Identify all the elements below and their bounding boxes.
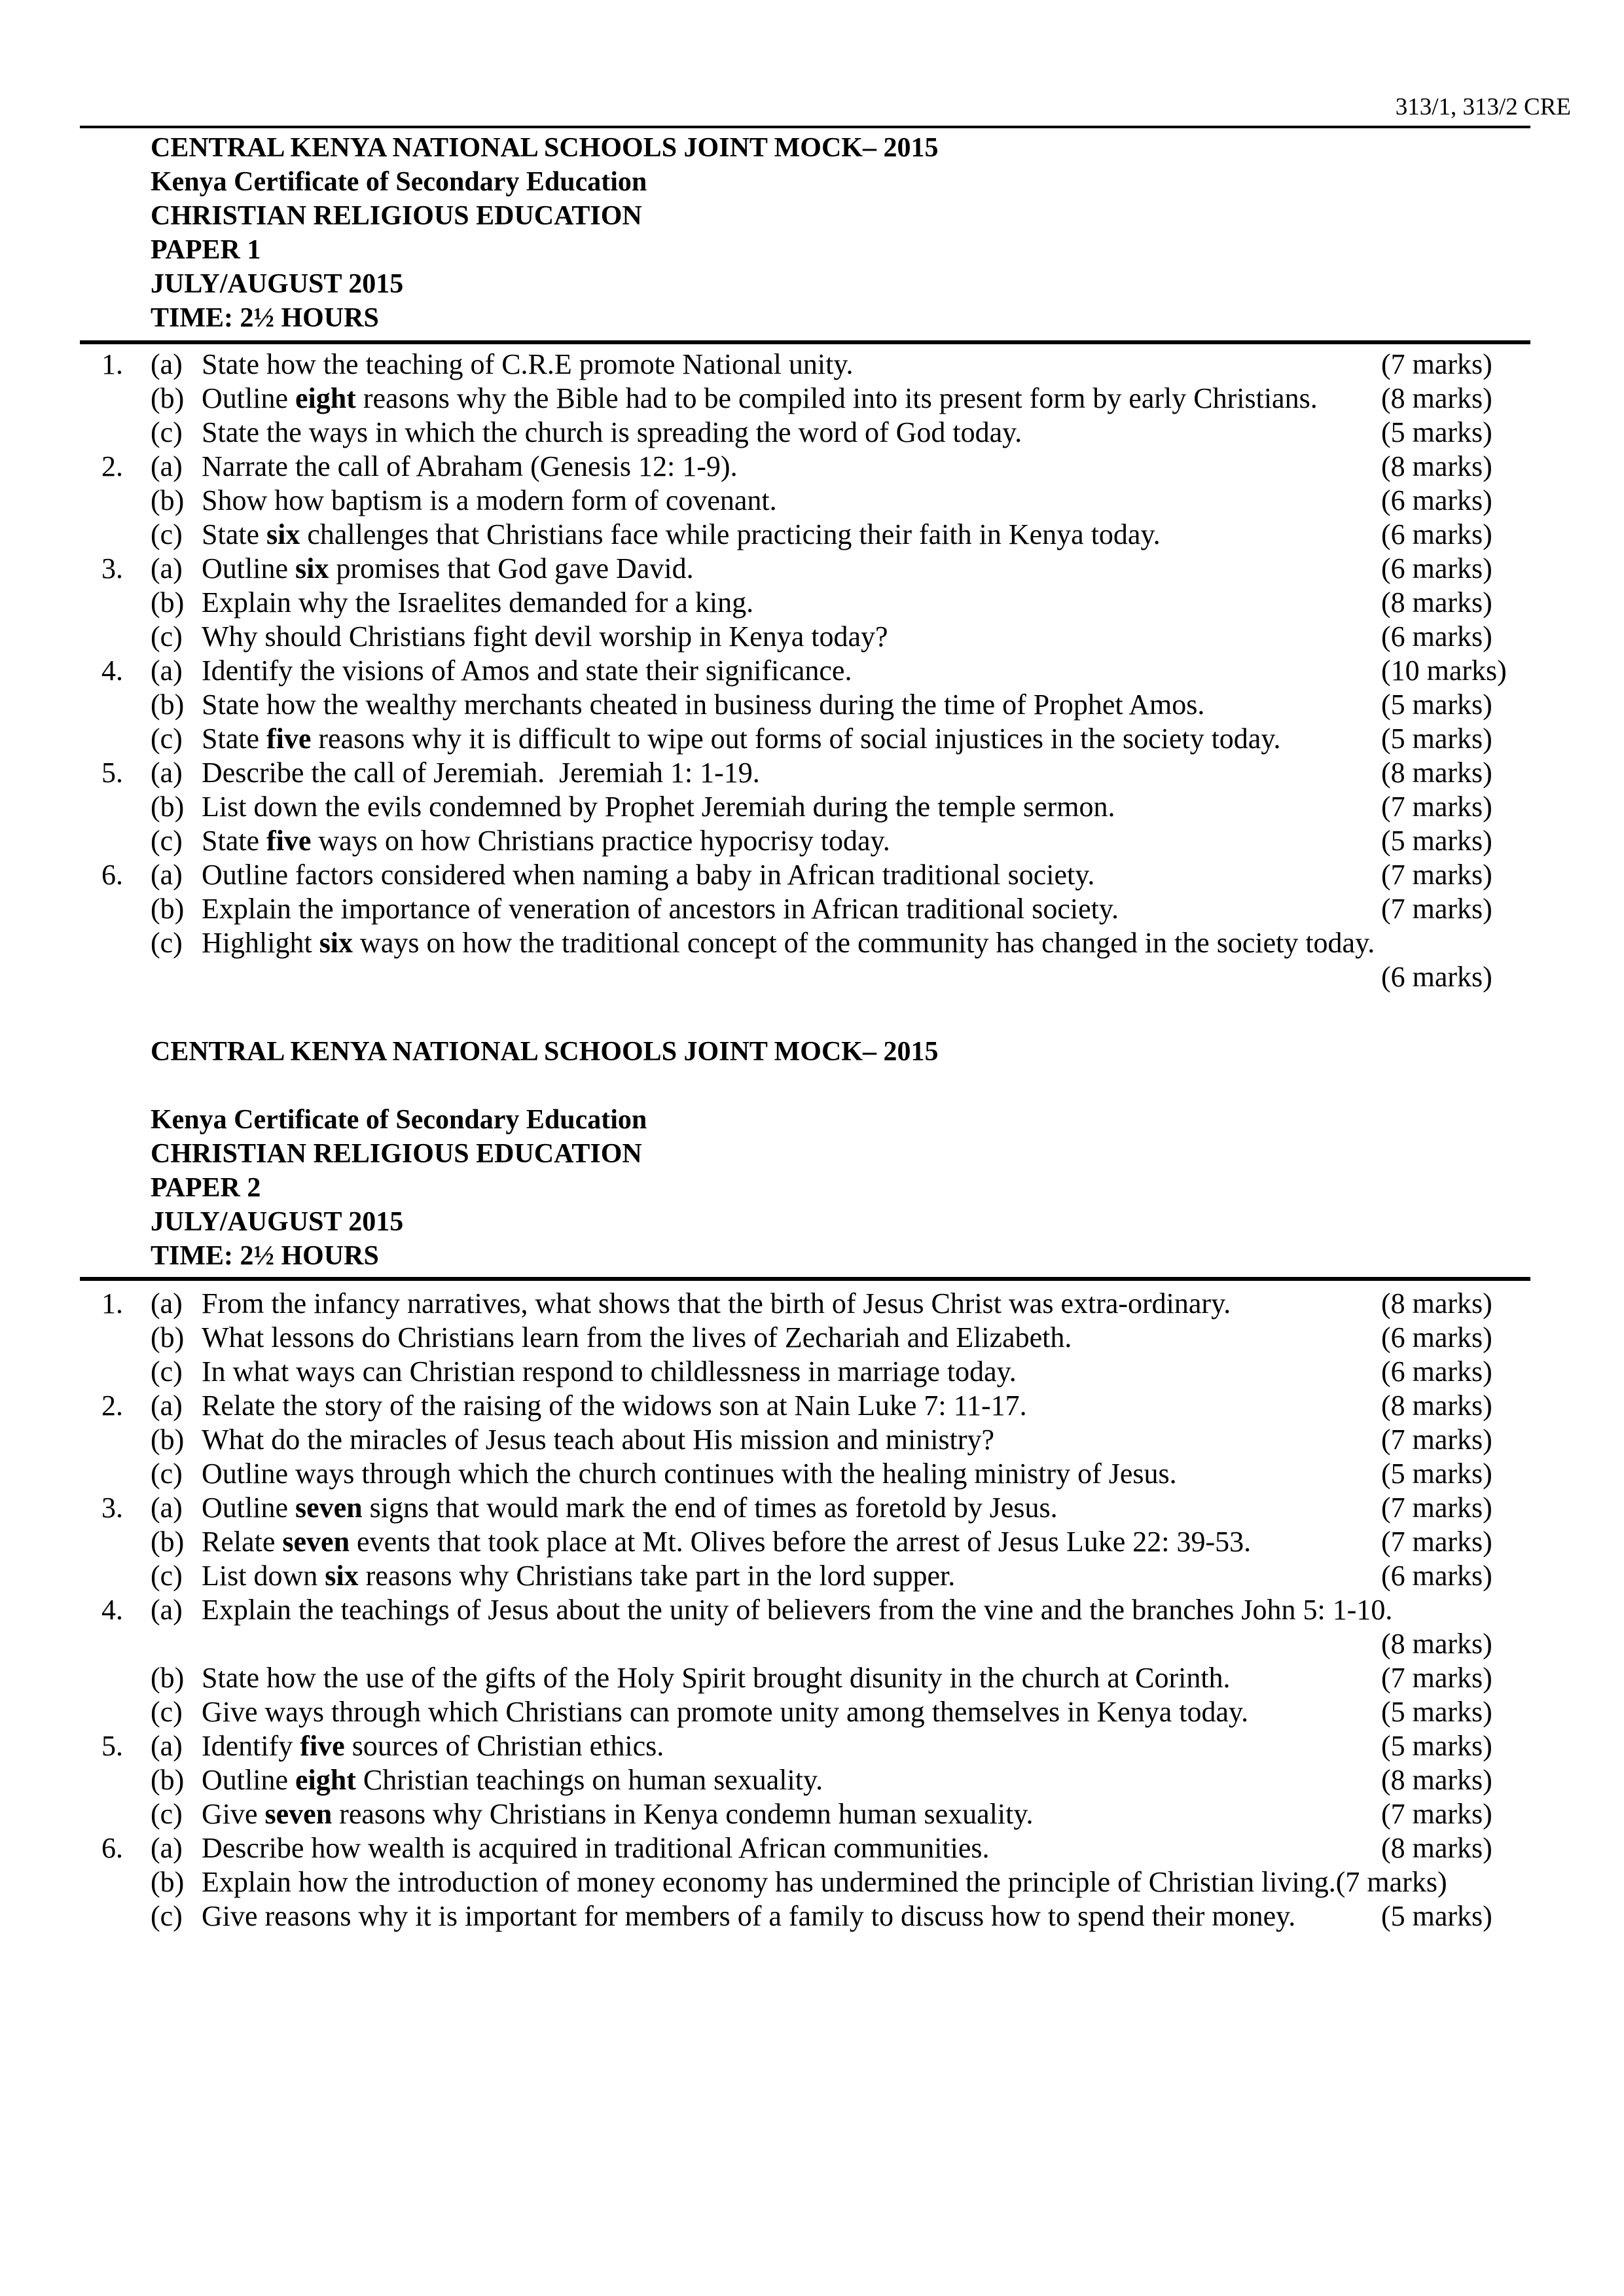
part-marks: (7 marks) bbox=[1381, 1526, 1492, 1558]
question-part-row bbox=[101, 1627, 1615, 1661]
part-letter: (a) bbox=[151, 655, 183, 687]
question-part-row bbox=[101, 892, 1615, 926]
paper1-subject-line: CHRISTIAN RELIGIOUS EDUCATION bbox=[151, 201, 642, 231]
part-text: What lessons do Christians learn from the lives of Zechariah and Elizabeth. bbox=[202, 1321, 1072, 1354]
question-part-row bbox=[101, 484, 1615, 518]
part-marks: (7 marks) bbox=[1381, 893, 1492, 925]
part-marks: (8 marks) bbox=[1381, 1764, 1492, 1796]
part-letter: (c) bbox=[151, 723, 183, 755]
question-part-row bbox=[101, 348, 1615, 382]
question-number: 2. bbox=[101, 450, 123, 482]
part-letter: (b) bbox=[151, 1526, 185, 1558]
question-part-row bbox=[101, 824, 1615, 858]
part-text: Explain why the Israelites demanded for a king. bbox=[202, 586, 754, 619]
part-text: State how the wealthy merchants cheated in business during the time of Prophet Amos. bbox=[202, 689, 1205, 721]
paper1-paper-number: PAPER 1 bbox=[151, 235, 261, 265]
part-marks: (8 marks) bbox=[1381, 450, 1492, 482]
part-text: List down six reasons why Christians take part in the lord supper. bbox=[202, 1560, 956, 1592]
part-letter: (b) bbox=[151, 689, 185, 721]
paper1-questions-divider bbox=[80, 340, 1530, 344]
part-text: Outline seven signs that would mark the end of times as foretold by Jesus. bbox=[202, 1492, 1058, 1524]
part-text: Outline eight Christian teachings on human sexuality. bbox=[202, 1764, 823, 1796]
question-number: 2. bbox=[101, 1390, 123, 1422]
paper1-time-line: TIME: 2½ HOURS bbox=[151, 303, 379, 333]
paper2-time-line: TIME: 2½ HOURS bbox=[151, 1241, 379, 1271]
part-marks: (5 marks) bbox=[1381, 825, 1492, 857]
part-letter: (c) bbox=[151, 927, 183, 959]
paper2-title-spacer bbox=[151, 1069, 938, 1103]
part-marks: (6 marks) bbox=[1381, 518, 1492, 550]
part-text: Explain the importance of veneration of ancestors in African traditional society. bbox=[202, 893, 1119, 925]
question-number: 6. bbox=[101, 859, 123, 891]
question-part-row bbox=[101, 1695, 1615, 1729]
part-letter: (a) bbox=[151, 1390, 183, 1422]
part-text: Relate seven events that took place at Mt. Olives before the arrest of Jesus Luke 22: 39-53. bbox=[202, 1526, 1252, 1558]
question-part-row bbox=[101, 1865, 1615, 1899]
part-text: State how the teaching of C.R.E promote National unity. bbox=[202, 348, 854, 380]
paper2-questions-table bbox=[101, 1287, 1615, 1933]
part-letter: (a) bbox=[151, 1287, 183, 1319]
part-marks: (7 marks) bbox=[1381, 1492, 1492, 1524]
part-marks: (5 marks) bbox=[1381, 416, 1492, 448]
question-part-row bbox=[101, 1831, 1615, 1865]
part-text: Give reasons why it is important for members of a family to discuss how to spend their money. bbox=[202, 1900, 1296, 1932]
part-letter: (a) bbox=[151, 552, 183, 584]
part-letter: (b) bbox=[151, 586, 185, 619]
paper-code: 313/1, 313/2 CRE bbox=[1395, 94, 1571, 120]
question-part-row bbox=[101, 382, 1615, 416]
part-letter: (a) bbox=[151, 1832, 183, 1864]
part-text: State how the use of the gifts of the Holy Spirit brought disunity in the church at Corinth. bbox=[202, 1662, 1231, 1694]
part-letter: (b) bbox=[151, 893, 185, 925]
part-letter: (b) bbox=[151, 382, 185, 414]
part-marks: (6 marks) bbox=[1381, 484, 1492, 516]
part-marks: (8 marks) bbox=[1381, 1628, 1492, 1660]
part-letter: (a) bbox=[151, 450, 183, 482]
question-number: 3. bbox=[101, 552, 123, 584]
paper2-date-line: JULY/AUGUST 2015 bbox=[151, 1207, 404, 1237]
question-part-row bbox=[101, 1423, 1615, 1457]
question-part-row bbox=[101, 1593, 1615, 1627]
part-marks: (5 marks) bbox=[1381, 1900, 1492, 1932]
question-number: 5. bbox=[101, 1730, 123, 1762]
part-letter: (b) bbox=[151, 1866, 185, 1898]
question-number: 1. bbox=[101, 1287, 123, 1319]
part-letter: (c) bbox=[151, 1560, 183, 1592]
part-text: In what ways can Christian respond to childlessness in marriage today. bbox=[202, 1355, 1017, 1388]
question-part-row bbox=[101, 1525, 1615, 1559]
question-part-row bbox=[101, 756, 1615, 790]
question-part-row bbox=[101, 1899, 1615, 1933]
part-letter: (c) bbox=[151, 518, 183, 550]
question-number: 1. bbox=[101, 348, 123, 380]
paper2-mock-title: CENTRAL KENYA NATIONAL SCHOOLS JOINT MOCK– 2015 bbox=[151, 1037, 939, 1067]
question-number: 4. bbox=[101, 1594, 123, 1626]
part-marks: (5 marks) bbox=[1381, 1696, 1492, 1728]
part-text: Outline eight reasons why the Bible had to be compiled into its present form by early Christians. bbox=[202, 382, 1318, 414]
part-marks: (5 marks) bbox=[1381, 1458, 1492, 1490]
part-letter: (a) bbox=[151, 757, 183, 789]
question-part-row bbox=[101, 1491, 1615, 1525]
part-text: Relate the story of the raising of the widows son at Nain Luke 7: 11-17. bbox=[202, 1390, 1027, 1422]
question-part-row bbox=[101, 654, 1615, 688]
part-letter: (c) bbox=[151, 1458, 183, 1490]
part-text: Describe the call of Jeremiah. Jeremiah 1: 1-19. bbox=[202, 757, 760, 789]
part-letter: (c) bbox=[151, 825, 183, 857]
part-text: What do the miracles of Jesus teach about His mission and ministry? bbox=[202, 1424, 994, 1456]
part-text: State the ways in which the church is spreading the word of God today. bbox=[202, 416, 1022, 448]
question-part-row bbox=[101, 960, 1615, 994]
part-text: Describe how wealth is acquired in traditional African communities. bbox=[202, 1832, 990, 1864]
part-letter: (b) bbox=[151, 484, 185, 516]
part-marks: (7 marks) bbox=[1381, 1424, 1492, 1456]
part-marks: (7 marks) bbox=[1335, 1866, 1447, 1898]
part-letter: (c) bbox=[151, 1900, 183, 1932]
part-letter: (b) bbox=[151, 1662, 185, 1694]
part-text: Show how baptism is a modern form of covenant. bbox=[202, 484, 777, 516]
paper1-mock-title: CENTRAL KENYA NATIONAL SCHOOLS JOINT MOCK– 2015 bbox=[151, 133, 939, 163]
question-part-row bbox=[101, 620, 1615, 654]
part-text: Narrate the call of Abraham (Genesis 12: 1-9). bbox=[202, 450, 738, 482]
part-text: Outline six promises that God gave David. bbox=[202, 552, 694, 584]
part-marks: (5 marks) bbox=[1381, 723, 1492, 755]
part-letter: (b) bbox=[151, 791, 185, 823]
part-letter: (a) bbox=[151, 859, 183, 891]
paper1-date-line: JULY/AUGUST 2015 bbox=[151, 269, 404, 299]
paper1-questions-table bbox=[101, 348, 1615, 994]
part-letter: (b) bbox=[151, 1764, 185, 1796]
question-part-row bbox=[101, 1389, 1615, 1423]
paper2-subject-line: CHRISTIAN RELIGIOUS EDUCATION bbox=[151, 1139, 642, 1169]
part-letter: (c) bbox=[151, 416, 183, 448]
part-text: Give ways through which Christians can promote unity among themselves in Kenya today. bbox=[202, 1696, 1249, 1728]
question-part-row bbox=[101, 1661, 1615, 1695]
part-marks: (5 marks) bbox=[1381, 689, 1492, 721]
part-letter: (a) bbox=[151, 348, 183, 380]
paper1-title-block bbox=[151, 131, 938, 335]
part-text: Identify the visions of Amos and state their significance. bbox=[202, 655, 852, 687]
question-part-row bbox=[101, 1797, 1615, 1831]
part-marks: (8 marks) bbox=[1381, 586, 1492, 619]
part-marks: (7 marks) bbox=[1381, 791, 1492, 823]
header-divider bbox=[80, 126, 1530, 128]
part-letter: (c) bbox=[151, 1355, 183, 1388]
part-marks: (6 marks) bbox=[1381, 620, 1492, 653]
question-part-row bbox=[101, 1355, 1615, 1389]
question-number: 6. bbox=[101, 1832, 123, 1864]
part-marks: (7 marks) bbox=[1381, 859, 1492, 891]
part-text: Explain how the introduction of money economy has undermined the principle of Christian living. bbox=[202, 1866, 1336, 1898]
paper2-title-block bbox=[151, 1035, 938, 1273]
part-text: Why should Christians fight devil worship in Kenya today? bbox=[202, 620, 888, 653]
part-marks: (6 marks) bbox=[1381, 961, 1492, 993]
part-marks: (8 marks) bbox=[1381, 757, 1492, 789]
part-marks: (8 marks) bbox=[1381, 1832, 1492, 1864]
paper2-paper-number: PAPER 2 bbox=[151, 1173, 261, 1203]
question-number: 4. bbox=[101, 655, 123, 687]
question-part-row bbox=[101, 858, 1615, 892]
question-part-row bbox=[101, 518, 1615, 552]
question-part-row bbox=[101, 416, 1615, 450]
question-part-row bbox=[101, 1763, 1615, 1797]
part-letter: (c) bbox=[151, 1696, 183, 1728]
part-marks: (8 marks) bbox=[1381, 1287, 1492, 1319]
part-letter: (b) bbox=[151, 1424, 185, 1456]
part-text: List down the evils condemned by Prophet Jeremiah during the temple sermon. bbox=[202, 791, 1115, 823]
part-marks: (7 marks) bbox=[1381, 348, 1492, 380]
part-marks: (7 marks) bbox=[1381, 1662, 1492, 1694]
part-letter: (a) bbox=[151, 1492, 183, 1524]
part-text: State five ways on how Christians practice hypocrisy today. bbox=[202, 825, 890, 857]
part-letter: (a) bbox=[151, 1730, 183, 1762]
question-number: 3. bbox=[101, 1492, 123, 1524]
part-text: State five reasons why it is difficult to wipe out forms of social injustices in the society today. bbox=[202, 723, 1281, 755]
question-part-row bbox=[101, 1321, 1615, 1355]
part-text: Outline ways through which the church continues with the healing ministry of Jesus. bbox=[202, 1458, 1177, 1490]
question-part-row bbox=[101, 450, 1615, 484]
question-part-row bbox=[101, 790, 1615, 824]
part-letter: (a) bbox=[151, 1594, 183, 1626]
part-letter: (b) bbox=[151, 1321, 185, 1354]
part-letter: (c) bbox=[151, 1798, 183, 1830]
part-marks: (6 marks) bbox=[1381, 552, 1492, 584]
part-text: State six challenges that Christians face while practicing their faith in Kenya today. bbox=[202, 518, 1161, 550]
question-part-row bbox=[101, 1559, 1615, 1593]
part-letter: (c) bbox=[151, 620, 183, 653]
part-marks: (6 marks) bbox=[1381, 1355, 1492, 1388]
paper2-questions-divider bbox=[80, 1277, 1530, 1281]
part-text: Give seven reasons why Christians in Kenya condemn human sexuality. bbox=[202, 1798, 1034, 1830]
question-part-row bbox=[101, 926, 1615, 960]
question-part-row bbox=[101, 722, 1615, 756]
question-part-row bbox=[101, 1729, 1615, 1763]
part-marks: (7 marks) bbox=[1381, 1798, 1492, 1830]
part-marks: (5 marks) bbox=[1381, 1730, 1492, 1762]
part-text: Highlight six ways on how the traditional concept of the community has changed in the society today. bbox=[202, 927, 1375, 959]
question-part-row bbox=[101, 1457, 1615, 1491]
part-text: From the infancy narratives, what shows that the birth of Jesus Christ was extra-ordinary. bbox=[202, 1287, 1231, 1319]
paper1-certificate-line: Kenya Certificate of Secondary Education bbox=[151, 167, 647, 197]
part-marks: (8 marks) bbox=[1381, 1390, 1492, 1422]
paper2-certificate-line: Kenya Certificate of Secondary Education bbox=[151, 1105, 647, 1135]
question-part-row bbox=[101, 586, 1615, 620]
part-text: Explain the teachings of Jesus about the unity of believers from the vine and the branches John 5: 1-10. bbox=[202, 1594, 1393, 1626]
part-marks: (8 marks) bbox=[1381, 382, 1492, 414]
question-part-row bbox=[101, 552, 1615, 586]
question-number: 5. bbox=[101, 757, 123, 789]
part-marks: (10 marks) bbox=[1381, 655, 1507, 687]
part-marks: (6 marks) bbox=[1381, 1560, 1492, 1592]
part-text: Outline factors considered when naming a baby in African traditional society. bbox=[202, 859, 1095, 891]
question-part-row bbox=[101, 688, 1615, 722]
part-marks: (6 marks) bbox=[1381, 1321, 1492, 1354]
question-part-row bbox=[101, 1287, 1615, 1321]
part-text: Identify five sources of Christian ethics. bbox=[202, 1730, 664, 1762]
